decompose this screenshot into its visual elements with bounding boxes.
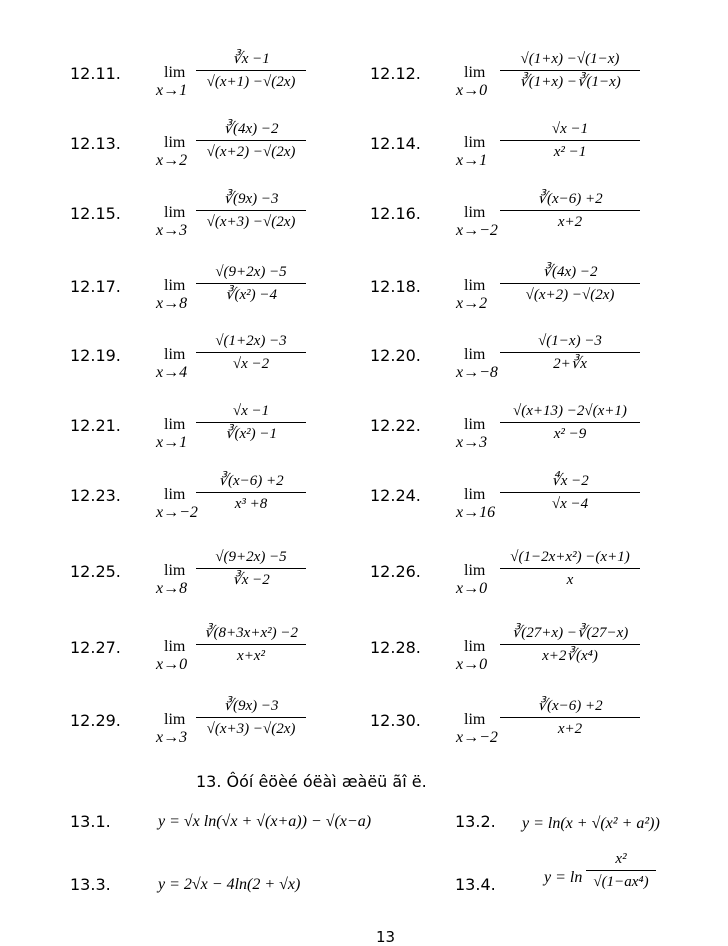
numerator: ∛(9x) −3 (223, 698, 279, 714)
fraction (500, 50, 640, 91)
lim-subscript: x→−2 (456, 222, 498, 239)
fraction (196, 472, 306, 513)
problem-formula: y = ln(x + √(x² + a²)) (522, 815, 660, 832)
problem-label: 13.2. (455, 812, 496, 831)
problem-label: 12.19. (70, 346, 121, 365)
problem-label: 12.15. (70, 204, 121, 223)
problem-label: 12.24. (370, 486, 421, 505)
denominator: √x −4 (551, 496, 589, 512)
numerator: √x −1 (232, 403, 270, 419)
denominator: x+x² (237, 648, 265, 664)
numerator: √(9+2x) −5 (215, 264, 287, 280)
denominator: ∛(x²) −4 (224, 287, 278, 303)
numerator: √(9+2x) −5 (215, 549, 287, 565)
lim-word: lim (464, 134, 486, 151)
fraction-bar (500, 492, 640, 493)
denominator: x² −1 (553, 144, 587, 160)
lim-word: lim (164, 64, 186, 81)
fraction-bar (500, 568, 640, 569)
lim-subscript: x→0 (456, 656, 488, 673)
numerator: ∛(x−6) +2 (218, 473, 284, 489)
lim-subscript: x→−8 (456, 364, 498, 381)
lim-subscript: x→3 (156, 729, 188, 746)
numerator: √(x+13) −2√(x+1) (513, 403, 627, 419)
lim-word: lim (464, 416, 486, 433)
denominator: x² −9 (553, 426, 587, 442)
lim-word: lim (464, 277, 486, 294)
lim-subscript: x→1 (156, 434, 188, 451)
limit-operator (456, 64, 487, 100)
limit-operator (456, 638, 487, 674)
lim-word: lim (464, 64, 486, 81)
fraction (500, 190, 640, 231)
problem-label: 13.3. (70, 875, 111, 894)
numerator: √(1−x) −3 (538, 333, 602, 349)
lim-word: lim (464, 562, 486, 579)
fraction-bar (196, 140, 306, 141)
problem-label: 12.29. (70, 711, 121, 730)
lim-subscript: x→0 (456, 580, 488, 597)
limit-operator (456, 562, 487, 598)
fraction-bar (196, 717, 306, 718)
denominator: √(x+1) −√(2x) (206, 74, 296, 90)
problem-label: 12.21. (70, 416, 121, 435)
limit-operator (156, 134, 187, 170)
problem-formula: y = 2√x − 4ln(2 + √x) (158, 876, 301, 893)
lim-word: lim (164, 346, 186, 363)
problem-label: 12.22. (370, 416, 421, 435)
numerator: ∛(x−6) +2 (537, 191, 603, 207)
numerator: ∛(8+3x+x²) −2 (204, 625, 298, 641)
numerator: √(1+x) −√(1−x) (520, 51, 620, 67)
limit-operator (156, 562, 187, 598)
lim-word: lim (164, 486, 186, 503)
denominator: x (566, 572, 574, 588)
lim-word: lim (464, 346, 486, 363)
fraction (196, 697, 306, 738)
lim-word: lim (164, 638, 186, 655)
fraction-bar (196, 422, 306, 423)
fraction-bar (500, 283, 640, 284)
lim-word: lim (164, 416, 186, 433)
numerator: √(1+2x) −3 (215, 333, 287, 349)
lim-word: lim (164, 134, 186, 151)
fraction (196, 190, 306, 231)
lim-word: lim (164, 711, 186, 728)
lim-word: lim (164, 277, 186, 294)
lim-word: lim (464, 204, 486, 221)
denominator: √(x+3) −√(2x) (206, 214, 296, 230)
denominator: ∛(x²) −1 (224, 426, 278, 442)
lim-subscript: x→0 (156, 656, 188, 673)
limit-operator (156, 711, 187, 747)
fraction-bar (586, 870, 656, 871)
section-heading: 13. Ôóí êöèé óëàì æàëü ãî ë. (196, 772, 427, 791)
denominator: √(1−ax⁴) (593, 874, 649, 890)
fraction-bar (196, 283, 306, 284)
limit-operator (156, 416, 187, 452)
denominator: x+2 (557, 721, 583, 737)
problem-label: 12.13. (70, 134, 121, 153)
limit-operator (456, 277, 487, 313)
fraction (500, 624, 640, 665)
limit-operator (156, 277, 187, 313)
lim-subscript: x→−2 (156, 504, 198, 521)
limit-operator (156, 486, 198, 522)
numerator: ∛(4x) −2 (223, 121, 279, 137)
lim-subscript: x→3 (156, 222, 188, 239)
lim-word: lim (464, 711, 486, 728)
denominator: x+2 (557, 214, 583, 230)
numerator: √(1−2x+x²) −(x+1) (510, 549, 630, 565)
fraction-bar (500, 422, 640, 423)
problem-label: 12.26. (370, 562, 421, 581)
lim-word: lim (464, 638, 486, 655)
problem-label: 12.14. (370, 134, 421, 153)
fraction (500, 548, 640, 589)
fraction-bar (196, 70, 306, 71)
problem-label: 12.18. (370, 277, 421, 296)
fraction (196, 548, 306, 589)
problem-label: 13.4. (455, 875, 496, 894)
fraction-bar (196, 644, 306, 645)
limit-operator (156, 638, 187, 674)
problem-label: 12.27. (70, 638, 121, 657)
lim-subscript: x→1 (456, 152, 488, 169)
fraction (500, 332, 640, 373)
denominator: √(x+2) −√(2x) (525, 287, 615, 303)
numerator: x² (615, 851, 627, 867)
fraction (196, 402, 306, 443)
problem-label: 12.11. (70, 64, 121, 83)
problem-label: 13.1. (70, 812, 111, 831)
denominator: √x −2 (232, 356, 270, 372)
fraction (500, 120, 640, 161)
lim-subscript: x→2 (156, 152, 188, 169)
fraction (500, 472, 640, 513)
numerator: ∜x −2 (551, 473, 589, 489)
fraction (196, 50, 306, 91)
numerator: ∛(x−6) +2 (537, 698, 603, 714)
fraction-bar (500, 70, 640, 71)
limit-operator (156, 204, 187, 240)
fraction (500, 402, 640, 443)
problem-label: 12.12. (370, 64, 421, 83)
lim-subscript: x→4 (156, 364, 188, 381)
fraction-bar (196, 210, 306, 211)
lim-subscript: x→0 (456, 82, 488, 99)
problem-label: 12.20. (370, 346, 421, 365)
lim-subscript: x→2 (456, 295, 488, 312)
fraction-bar (196, 568, 306, 569)
problem-formula: y = ln (544, 869, 583, 886)
problem-label: 12.23. (70, 486, 121, 505)
limit-operator (456, 346, 498, 382)
numerator: ∛x −1 (232, 51, 270, 67)
fraction (196, 263, 306, 304)
limit-operator (156, 64, 187, 100)
problem-label: 12.16. (370, 204, 421, 223)
lim-subscript: x→−2 (456, 729, 498, 746)
fraction (196, 120, 306, 161)
lim-word: lim (164, 204, 186, 221)
fraction (586, 850, 656, 891)
limit-operator (156, 346, 187, 382)
problem-formula: y = √x ln(√x + √(x+a)) − √(x−a) (158, 813, 372, 830)
denominator: √(x+2) −√(2x) (206, 144, 296, 160)
problem-label: 12.17. (70, 277, 121, 296)
denominator: 2+∛x (553, 356, 587, 372)
denominator: ∛x −2 (232, 572, 270, 588)
lim-subscript: x→8 (156, 580, 188, 597)
numerator: √x −1 (551, 121, 589, 137)
page-number: 13 (376, 928, 396, 946)
problem-label: 12.30. (370, 711, 421, 730)
fraction-bar (196, 352, 306, 353)
lim-subscript: x→3 (456, 434, 488, 451)
problem-label: 12.28. (370, 638, 421, 657)
fraction-bar (500, 210, 640, 211)
limit-operator (456, 486, 495, 522)
lim-word: lim (164, 562, 186, 579)
problem-label: 12.25. (70, 562, 121, 581)
fraction (196, 624, 306, 665)
lim-subscript: x→16 (456, 504, 496, 521)
numerator: ∛(9x) −3 (223, 191, 279, 207)
limit-operator (456, 416, 487, 452)
lim-word: lim (464, 486, 486, 503)
fraction (500, 697, 640, 738)
lim-subscript: x→1 (156, 82, 188, 99)
limit-operator (456, 134, 487, 170)
fraction (196, 332, 306, 373)
fraction-bar (500, 644, 640, 645)
numerator: ∛(4x) −2 (542, 264, 598, 280)
lim-subscript: x→8 (156, 295, 188, 312)
fraction-bar (196, 492, 306, 493)
numerator: ∛(27+x) −∛(27−x) (511, 625, 629, 641)
denominator: x³ +8 (234, 496, 268, 512)
fraction-bar (500, 717, 640, 718)
fraction-bar (500, 352, 640, 353)
fraction (500, 263, 640, 304)
denominator: ∛(1+x) −∛(1−x) (519, 74, 621, 90)
limit-operator (456, 204, 498, 240)
denominator: √(x+3) −√(2x) (206, 721, 296, 737)
fraction-bar (500, 140, 640, 141)
limit-operator (456, 711, 498, 747)
denominator: x+2∛(x⁴) (542, 648, 598, 664)
